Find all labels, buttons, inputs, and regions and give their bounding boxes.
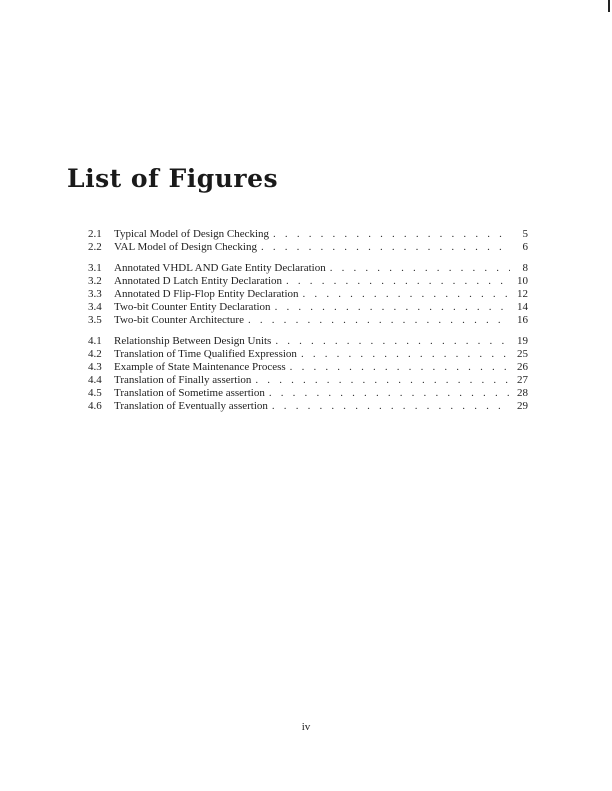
- dot-leader: [248, 314, 510, 327]
- figure-title: Translation of Finally assertion: [114, 374, 252, 386]
- figure-title: VAL Model of Design Checking: [114, 241, 257, 253]
- dot-leader: [261, 241, 510, 254]
- figure-page: 28: [517, 387, 528, 399]
- dot-leader: [272, 400, 510, 413]
- figure-group-chapter-2: [88, 228, 528, 254]
- figure-number: 3.4: [88, 301, 102, 313]
- dot-leader: [286, 275, 510, 288]
- figure-title: Annotated D Flip-Flop Entity Declaration: [114, 288, 299, 300]
- figure-number: 3.2: [88, 275, 102, 287]
- dot-leader: [269, 387, 510, 400]
- figure-title: Translation of Sometime assertion: [114, 387, 265, 399]
- dot-leader: [275, 335, 510, 348]
- figure-page: 19: [517, 335, 528, 347]
- figure-title: Translation of Eventually assertion: [114, 400, 268, 412]
- dot-leader: [301, 348, 510, 361]
- figure-page: 5: [522, 228, 528, 240]
- figure-title: Annotated VHDL AND Gate Entity Declaration: [114, 262, 326, 274]
- figure-number: 4.2: [88, 348, 102, 360]
- figure-entry[interactable]: [88, 262, 528, 275]
- figure-group-chapter-4: [88, 335, 528, 413]
- figure-group-chapter-3: [88, 262, 528, 327]
- figure-number: 2.2: [88, 241, 102, 253]
- figure-title: Example of State Maintenance Process: [114, 361, 286, 373]
- dot-leader: [330, 262, 510, 275]
- dot-leader: [290, 361, 510, 374]
- dot-leader: [273, 228, 510, 241]
- figure-page: 25: [517, 348, 528, 360]
- figure-entry[interactable]: [88, 301, 528, 314]
- figure-entry[interactable]: [88, 228, 528, 241]
- figure-title: Two-bit Counter Entity Declaration: [114, 301, 271, 313]
- figure-page: 10: [517, 275, 528, 287]
- figure-entry[interactable]: [88, 348, 528, 361]
- figure-page: 12: [517, 288, 528, 300]
- figure-number: 4.5: [88, 387, 102, 399]
- page-title: List of Figures: [67, 164, 279, 193]
- figure-page: 27: [517, 374, 528, 386]
- dot-leader: [303, 288, 510, 301]
- page-number: iv: [301, 721, 311, 733]
- figure-entry[interactable]: [88, 361, 528, 374]
- figure-title: Typical Model of Design Checking: [114, 228, 270, 240]
- figure-page: 26: [517, 361, 528, 373]
- figure-entry[interactable]: [88, 335, 528, 348]
- dot-leader: [255, 374, 510, 387]
- figure-number: 3.3: [88, 288, 102, 300]
- figure-page: 6: [522, 241, 528, 253]
- list-of-figures: [88, 228, 528, 421]
- figure-entry[interactable]: [88, 374, 528, 387]
- figure-entry[interactable]: [88, 314, 528, 327]
- figure-entry[interactable]: [88, 387, 528, 400]
- figure-entry[interactable]: [88, 241, 528, 254]
- page-edge-mark: [608, 0, 610, 12]
- figure-entry[interactable]: [88, 288, 528, 301]
- figure-number: 4.4: [88, 374, 102, 386]
- figure-title: Relationship Between Design Units: [114, 335, 272, 347]
- figure-entry[interactable]: [88, 400, 528, 413]
- figure-number: 3.5: [88, 314, 102, 326]
- figure-number: 4.6: [88, 400, 102, 412]
- figure-title: Two-bit Counter Architecture: [114, 314, 244, 326]
- figure-title: Annotated D Latch Entity Declaration: [114, 275, 282, 287]
- dot-leader: [275, 301, 510, 314]
- figure-page: 29: [517, 400, 528, 412]
- figure-title: Translation of Time Qualified Expression: [114, 348, 297, 360]
- figure-number: 4.3: [88, 361, 102, 373]
- figure-page: 14: [517, 301, 528, 313]
- figure-number: 2.1: [88, 228, 102, 240]
- figure-page: 8: [522, 262, 528, 274]
- figure-number: 4.1: [88, 335, 102, 347]
- figure-page: 16: [517, 314, 528, 326]
- figure-number: 3.1: [88, 262, 102, 274]
- figure-entry[interactable]: [88, 275, 528, 288]
